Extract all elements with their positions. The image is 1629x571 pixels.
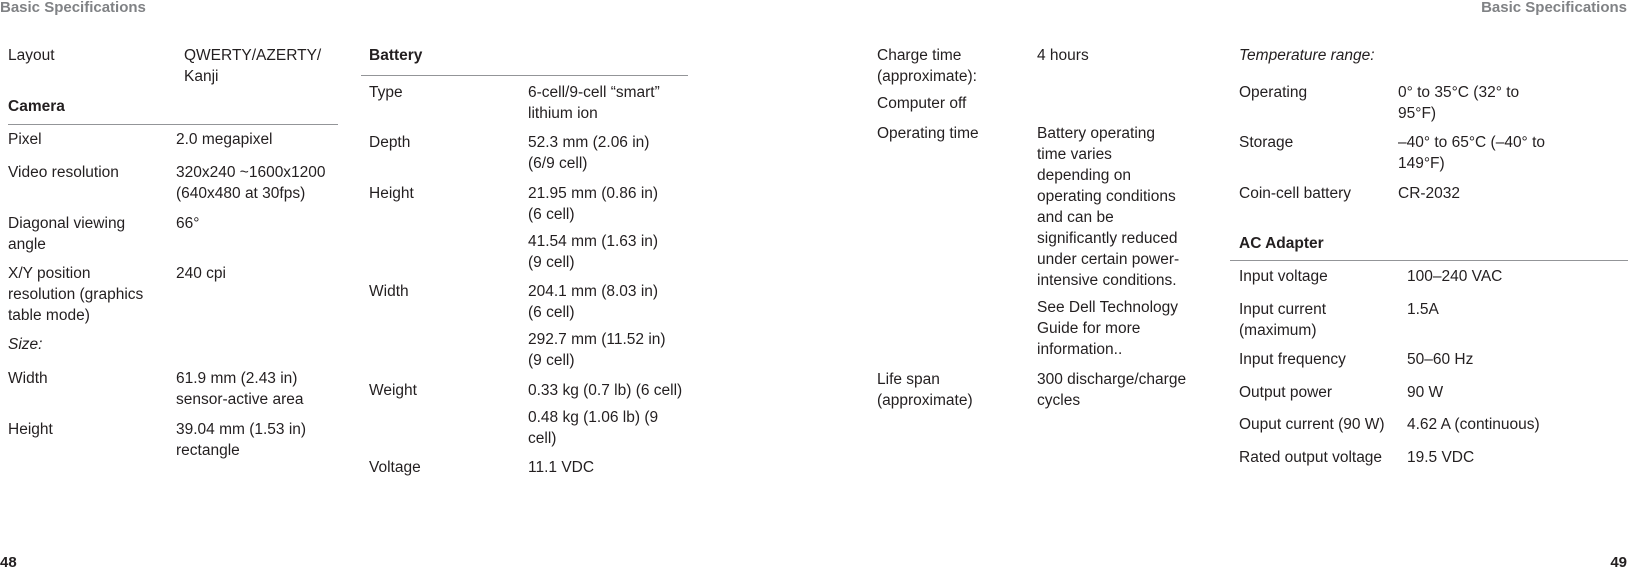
spec-value: 39.04 mm (1.53 in) rectangle	[176, 421, 307, 459]
spec-value: 320x240 ~1600x1200 (640x480 at 30fps)	[176, 164, 326, 202]
subsection-label: Temperature range:	[1239, 47, 1375, 64]
spec-value: 1.5A	[1407, 301, 1439, 318]
spec-value: 0.48 kg (1.06 lb) (9 cell)	[528, 409, 659, 447]
section-title: Battery	[369, 47, 423, 64]
section-rule	[8, 124, 338, 125]
spec-label: Rated output voltage	[1239, 449, 1383, 466]
spec-value: Battery operating time varies depending on operating conditions and can be significantly reduced under certain power- intensive conditions.	[1037, 125, 1180, 289]
spec-label: Ouput current (90 W)	[1239, 416, 1385, 433]
spec-value: 90 W	[1407, 384, 1444, 401]
spec-label: Charge time (approximate):	[877, 47, 977, 85]
spec-value: 0° to 35°C (32° to 95°F)	[1398, 84, 1520, 122]
spec-value: 19.5 VDC	[1407, 449, 1475, 466]
camera-column	[8, 45, 348, 475]
spec-label: Storage	[1239, 134, 1294, 151]
spec-value: 2.0 megapixel	[176, 131, 273, 148]
spec-value: See Dell Technology Guide for more information..	[1037, 299, 1179, 358]
spec-value: 66°	[176, 215, 200, 232]
section-title: Camera	[8, 98, 65, 115]
section-rule	[1230, 260, 1628, 261]
spec-value: QWERTY/AZERTY/ Kanji	[184, 47, 322, 85]
spec-label: Life span (approximate)	[877, 371, 973, 409]
spec-value: CR-2032	[1398, 185, 1461, 202]
spec-value: 21.95 mm (0.86 in) (6 cell)	[528, 185, 659, 223]
section-rule	[361, 75, 688, 76]
spec-value: 4.62 A (continuous)	[1407, 416, 1540, 433]
spec-label: Diagonal viewing angle	[8, 215, 126, 253]
spec-label: Input voltage	[1239, 268, 1328, 285]
page-number-right: 49	[1610, 554, 1627, 571]
temperature-adapter-column	[1230, 45, 1628, 470]
spec-value: 52.3 mm (2.06 in) (6/9 cell)	[528, 134, 650, 172]
subsection-label: Size:	[8, 336, 43, 353]
spec-label: Width	[369, 283, 409, 300]
spec-label: Operating time	[877, 125, 979, 142]
spec-value: 292.7 mm (11.52 in) (9 cell)	[528, 331, 666, 369]
spec-label: Width	[8, 370, 48, 387]
spec-label: Depth	[369, 134, 411, 151]
spec-label: Computer off	[877, 95, 967, 112]
spec-value: 41.54 mm (1.63 in) (9 cell)	[528, 233, 659, 271]
spec-label: Pixel	[8, 131, 42, 148]
spec-label: Weight	[369, 382, 417, 399]
battery-column	[361, 45, 691, 485]
spec-value: 240 cpi	[176, 265, 226, 282]
spec-value: 61.9 mm (2.43 in) sensor-active area	[176, 370, 304, 408]
spec-value: 100–240 VAC	[1407, 268, 1503, 285]
spec-value: 6-cell/9-cell “smart” lithium ion	[528, 84, 660, 122]
spec-label: Input current (maximum)	[1239, 301, 1327, 339]
spec-label: X/Y position resolution (graphics table mode)	[8, 265, 144, 324]
spec-label: Coin-cell battery	[1239, 185, 1351, 202]
spec-label: Video resolution	[8, 164, 119, 181]
spec-value: –40° to 65°C (–40° to 149°F)	[1398, 134, 1545, 172]
spec-value: 0.33 kg (0.7 lb) (6 cell)	[528, 382, 683, 399]
spec-label: Output power	[1239, 384, 1333, 401]
spec-value: 50–60 Hz	[1407, 351, 1474, 368]
spec-label: Type	[369, 84, 403, 101]
battery-time-column	[877, 45, 1207, 425]
page-number-left: 48	[0, 554, 17, 571]
spec-value: 300 discharge/charge cycles	[1037, 371, 1187, 409]
spec-value: 11.1 VDC	[528, 459, 595, 476]
spec-label: Voltage	[369, 459, 421, 476]
spec-label: Input frequency	[1239, 351, 1346, 368]
spec-value: 204.1 mm (8.03 in) (6 cell)	[528, 283, 659, 321]
spec-label: Operating	[1239, 84, 1308, 101]
spec-value: 4 hours	[1037, 47, 1089, 64]
running-header-left: Basic Specifications	[0, 0, 146, 16]
spec-label: Layout	[8, 47, 55, 64]
running-header-right: Basic Specifications	[1481, 0, 1627, 16]
section-title: AC Adapter	[1239, 235, 1324, 252]
spec-label: Height	[8, 421, 53, 438]
spec-label: Height	[369, 185, 414, 202]
